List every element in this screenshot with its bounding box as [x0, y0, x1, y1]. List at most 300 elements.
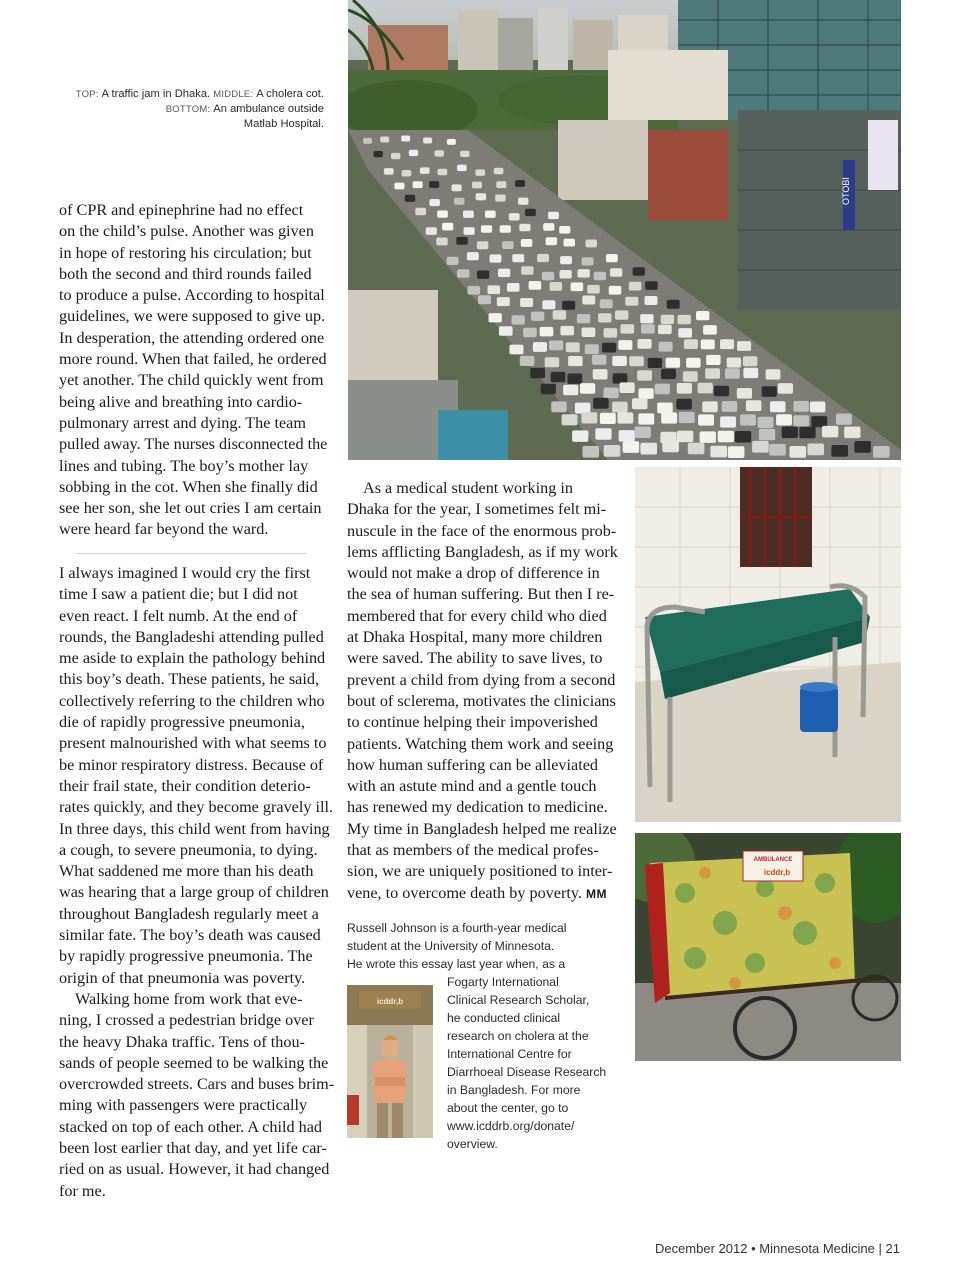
car: [550, 282, 563, 291]
car: [612, 402, 628, 413]
car: [476, 193, 487, 200]
car: [426, 227, 437, 235]
car: [468, 286, 481, 295]
car: [402, 170, 412, 177]
car: [617, 412, 633, 423]
car: [677, 383, 692, 394]
car: [447, 257, 459, 265]
bio-line: He wrote this essay last year when, as a: [347, 957, 566, 971]
car: [807, 444, 824, 456]
car: [720, 339, 734, 349]
car: [720, 416, 736, 427]
car: [606, 254, 618, 262]
body-text-line: prevent a child from dying from a second: [347, 670, 616, 689]
car: [612, 356, 627, 366]
body-text-line: pulled away. The nurses disconnected the: [59, 435, 328, 454]
bio-line: student at the University of Minnesota.: [347, 939, 555, 953]
car: [633, 267, 645, 276]
car: [437, 210, 448, 217]
car: [520, 298, 533, 307]
car: [769, 444, 786, 456]
car: [737, 388, 752, 399]
car: [523, 328, 537, 338]
body-text-middle: [347, 478, 619, 905]
car: [676, 399, 692, 410]
car: [684, 339, 698, 349]
car: [706, 355, 721, 365]
car: [521, 239, 533, 247]
car: [604, 388, 619, 399]
car: [442, 223, 453, 231]
body-text-line: more round. When that failed, he ordered: [59, 350, 327, 369]
car: [582, 296, 595, 305]
car: [698, 414, 714, 425]
car: [586, 240, 598, 248]
car: [567, 374, 582, 384]
body-text-line: even react. I felt numb. At the end of: [59, 606, 298, 625]
bio-line: research on cholera at the: [447, 1029, 589, 1043]
caption-bottom-text: An ambulance outside: [213, 103, 324, 115]
car: [485, 211, 496, 218]
car: [600, 299, 613, 308]
body-text-line: pulmonary arrest and dying. The team: [59, 413, 306, 432]
body-text-left-top: [59, 200, 331, 541]
footer-date: December 2012: [654, 1241, 748, 1256]
body-text-line: was hearing that a large group of children: [59, 883, 329, 902]
body-text-line: As a medical student working in: [363, 479, 573, 497]
cholera-cot-photo: [635, 467, 901, 822]
car: [500, 225, 511, 233]
bio-line: in Bangladesh. For more: [447, 1083, 581, 1097]
car: [363, 138, 372, 144]
car: [562, 301, 575, 310]
car: [710, 446, 727, 458]
car: [509, 213, 520, 220]
caption-line-1: [70, 87, 324, 102]
car: [542, 272, 554, 281]
car: [551, 372, 566, 382]
caption-line-2: [70, 102, 324, 117]
car: [405, 195, 416, 202]
body-text-line: yet another. The child quickly went from: [59, 371, 324, 390]
car: [587, 285, 600, 294]
car: [463, 211, 474, 218]
bio-line: www.icddrb.org/donate/: [447, 1119, 575, 1133]
cholera-cot-illustration: [635, 467, 901, 822]
car: [498, 269, 510, 278]
car: [655, 384, 670, 395]
car: [735, 431, 751, 443]
bio-line: overview.: [447, 1137, 498, 1151]
car: [703, 325, 717, 335]
car: [793, 401, 809, 412]
car: [478, 295, 491, 304]
bio-line: about the center, go to: [447, 1101, 569, 1115]
car: [583, 446, 600, 458]
car: [620, 324, 634, 334]
photo-caption: [70, 87, 324, 131]
car: [604, 328, 618, 338]
body-text-line: My time in Bangladesh helped me realize: [347, 819, 617, 838]
body-text-line: membered that for every child who died: [347, 606, 607, 625]
body-text-line: for me.: [59, 1181, 106, 1200]
body-text-left-bottom: [59, 563, 335, 1202]
body-text-line: In desperation, the attending ordered one: [59, 328, 325, 347]
car: [572, 430, 588, 442]
body-text-line: been lost earlier that day, and yet life car-: [59, 1139, 327, 1158]
car: [645, 296, 658, 305]
car: [530, 368, 545, 378]
car: [464, 227, 475, 235]
car: [683, 371, 698, 381]
car: [678, 315, 691, 324]
car: [873, 446, 890, 458]
body-text-line: What saddened me more than his death: [59, 862, 314, 881]
bio-line: International Centre for: [447, 1047, 572, 1061]
car: [460, 151, 469, 157]
car: [629, 356, 644, 366]
car: [489, 313, 502, 322]
car: [560, 326, 574, 336]
footer-separator: |: [878, 1241, 882, 1256]
body-text-line: I always imagined I would cry the first: [59, 564, 311, 582]
car: [541, 384, 556, 395]
car: [551, 401, 567, 412]
car: [477, 270, 489, 279]
car: [758, 417, 774, 428]
car: [391, 153, 400, 159]
car: [638, 413, 654, 424]
bio-line: Russell Johnson is a fourth-year medical: [347, 921, 567, 935]
body-text-line: ming with passengers were practically: [59, 1096, 308, 1115]
car: [494, 168, 504, 175]
body-text-line: sands of people seemed to be walking the: [59, 1053, 329, 1072]
car: [436, 238, 448, 246]
car: [457, 165, 467, 172]
body-text-line: in hope of restoring his circulation; but: [59, 243, 312, 262]
traffic-jam-photo: [348, 0, 901, 460]
traffic-jam-illustration: [348, 0, 901, 460]
car: [519, 224, 530, 232]
car: [776, 414, 792, 425]
car: [762, 386, 777, 397]
car: [598, 313, 611, 322]
car: [582, 328, 596, 338]
car: [457, 269, 469, 278]
car: [746, 400, 762, 411]
car: [593, 398, 609, 409]
car: [585, 344, 599, 354]
car: [618, 340, 632, 350]
body-text-line: by rapidly progressive pneumonia. The: [59, 947, 313, 966]
car: [725, 368, 740, 378]
car: [549, 341, 563, 351]
car: [822, 426, 838, 438]
car: [667, 300, 680, 309]
ambulance-logo-text: icddr,b: [763, 868, 791, 877]
car: [521, 266, 533, 275]
body-text-line: the sea of human suffering. But then I re-: [347, 585, 615, 604]
body-text-line: has renewed my dedication to medicine.: [347, 798, 608, 817]
car: [415, 208, 426, 215]
footer-publication: Minnesota Medicine: [759, 1241, 875, 1256]
body-text-line: stacked on top of each other. A child had: [59, 1117, 322, 1136]
car: [714, 386, 729, 397]
car: [509, 345, 523, 355]
body-text-line: that as members of the medical profes-: [347, 841, 599, 860]
body-text-line: be minor respiratory distress. Because of: [59, 755, 324, 774]
car: [782, 427, 798, 439]
car: [610, 268, 622, 277]
body-text-line: die of rapidly progressive pneumonia,: [59, 713, 305, 732]
car: [423, 138, 432, 144]
car: [661, 369, 676, 379]
car: [560, 256, 572, 264]
car: [799, 427, 815, 439]
car: [620, 382, 635, 393]
body-text-line: [347, 883, 619, 905]
car: [844, 427, 860, 439]
page-footer: [655, 1241, 900, 1256]
car: [740, 414, 756, 425]
car: [394, 183, 404, 190]
body-text-line: both the second and third rounds failed: [59, 264, 312, 283]
car: [700, 431, 716, 443]
car: [533, 342, 547, 352]
car: [409, 150, 418, 156]
car: [560, 270, 572, 279]
car: [728, 446, 745, 458]
body-text-line: were saved. The ability to save lives, to: [347, 649, 603, 668]
car: [678, 328, 692, 338]
caption-line-3: Matlab Hospital.: [243, 118, 324, 130]
car: [497, 297, 510, 306]
body-text-line: being alive and breathing into cardio-: [59, 392, 303, 411]
body-text-line: a cough, to severe pneumonia, to dying.: [59, 840, 318, 859]
car: [563, 385, 578, 396]
car: [702, 401, 718, 412]
car: [638, 339, 652, 349]
car: [696, 311, 709, 320]
car: [727, 358, 742, 368]
car: [467, 252, 479, 260]
car: [677, 431, 693, 443]
car: [770, 401, 786, 412]
car: [657, 403, 673, 414]
body-text-line: bout of sclerema, motivates the clinicians: [347, 691, 616, 710]
car: [629, 282, 642, 291]
bio-line: he conducted clinical: [447, 1011, 561, 1025]
body-text-line-text: vene, to overcome death by poverty.: [347, 883, 582, 902]
car: [413, 181, 423, 188]
building-sign-text: OTOBI: [841, 177, 851, 205]
caption-label-bottom: BOTTOM:: [165, 104, 211, 115]
car: [743, 356, 758, 366]
car: [490, 254, 502, 262]
car: [540, 327, 554, 337]
car: [752, 441, 769, 453]
car: [429, 181, 439, 188]
body-text-line: origin of that pneumonia was poverty.: [59, 968, 306, 987]
car: [531, 312, 544, 321]
car: [701, 340, 715, 350]
car: [666, 358, 681, 368]
body-text-line: In three days, this child went from having: [59, 819, 330, 838]
car: [488, 285, 501, 294]
body-text-line: this boy’s death. These patients, he said,: [59, 670, 320, 689]
car: [705, 368, 720, 378]
car: [568, 356, 583, 366]
car: [566, 342, 580, 352]
body-text-line: collectively referring to the children who: [59, 691, 325, 710]
car: [420, 167, 430, 174]
car: [854, 441, 871, 453]
caption-label-middle: MIDDLE:: [213, 89, 254, 100]
car: [766, 369, 781, 379]
ambulance-illustration: [635, 833, 901, 1061]
car: [507, 283, 520, 292]
car: [438, 169, 448, 176]
car: [475, 169, 485, 176]
car: [593, 369, 608, 379]
body-text-line: Walking home from work that eve-: [75, 989, 303, 1008]
body-text-line: on the child’s pulse. Another was given: [59, 222, 314, 241]
car: [737, 341, 751, 351]
car: [543, 223, 554, 231]
car: [688, 443, 705, 455]
car: [515, 180, 525, 187]
car: [641, 324, 655, 334]
bio-line: Diarrhoeal Disease Research: [447, 1065, 607, 1079]
car: [548, 212, 559, 219]
car: [520, 356, 535, 366]
car: [429, 199, 440, 206]
car: [679, 412, 695, 423]
body-text-line: throughout Bangladesh regularly meet a: [59, 904, 319, 923]
car: [525, 209, 536, 216]
body-text-line: present malnourished with what seems to: [59, 734, 327, 753]
body-text-line: the heavy Dhaka traffic. Tens of thou-: [59, 1032, 305, 1051]
car: [452, 184, 462, 191]
body-text-line: me aside to explain the pathology behind: [59, 649, 326, 668]
car: [592, 355, 607, 365]
car: [502, 241, 513, 249]
car: [686, 358, 701, 368]
body-text-line: ning, I crossed a pedestrian bridge over: [59, 1011, 314, 1030]
body-text-line: similar fate. The boy’s death was caused: [59, 926, 321, 945]
car: [619, 430, 635, 442]
car: [537, 254, 549, 262]
car: [454, 198, 465, 205]
car: [615, 310, 628, 319]
body-text-line: ried on as usual. However, it had changed: [59, 1160, 330, 1179]
car: [380, 137, 389, 143]
car: [640, 314, 653, 323]
body-text-line: time I saw a patient die; but I did not: [59, 585, 298, 604]
body-text-line: overcrowded streets. Cars and buses brim-: [59, 1075, 335, 1094]
body-text-line: would not make a drop of difference in: [347, 564, 600, 583]
car: [582, 257, 594, 265]
car: [632, 398, 648, 409]
car: [564, 239, 576, 247]
car: [595, 428, 611, 440]
body-text-line: at Dhaka Hospital, many more children: [347, 628, 603, 647]
car: [648, 358, 663, 368]
car: [512, 254, 524, 262]
caption-top-text: A traffic jam in Dhaka.: [101, 88, 211, 100]
car: [698, 383, 713, 394]
body-text-line: patients. Watching them work and seeing: [347, 734, 614, 753]
car: [659, 342, 673, 352]
car: [600, 413, 616, 424]
car: [759, 429, 775, 441]
car: [495, 195, 506, 202]
ambulance-photo: [635, 833, 901, 1061]
car: [639, 388, 654, 399]
body-text-line: to continue helping their impoverished: [347, 713, 598, 732]
car: [559, 226, 570, 234]
car: [722, 401, 738, 412]
car: [542, 300, 555, 309]
car: [718, 431, 734, 443]
body-text-line: to produce a pulse. According to hospital: [59, 286, 325, 305]
caption-label-top: TOP:: [75, 89, 99, 100]
body-text-line: Dhaka for the year, I sometimes felt mi-: [347, 500, 607, 519]
car: [384, 168, 394, 175]
car: [811, 416, 827, 427]
car: [562, 414, 578, 425]
body-text-line: rounds, the Bangladeshi attending pulled: [59, 627, 324, 646]
bio-line: Clinical Research Scholar,: [447, 993, 590, 1007]
body-text-line: with an astute mind and a gentle touch: [347, 777, 597, 796]
car: [836, 414, 852, 425]
body-text-line: guidelines, we were supposed to give up.: [59, 307, 326, 326]
body-text-line: sion, we are uniquely positioned to inter-: [347, 862, 613, 881]
car: [529, 281, 542, 290]
section-divider: [76, 553, 306, 554]
car: [578, 269, 590, 278]
car: [374, 151, 383, 157]
car: [477, 241, 489, 249]
car: [518, 198, 529, 205]
car: [658, 325, 672, 335]
page-number: 21: [885, 1241, 900, 1256]
body-text-line: lems afflicting Bangladesh, as if my work: [347, 542, 618, 561]
car: [831, 445, 848, 457]
body-text-line: were heard far beyond the ward.: [59, 520, 269, 539]
car: [625, 297, 638, 306]
car: [609, 286, 622, 295]
car: [640, 443, 657, 455]
ambulance-sign-text: AMBULANCE: [753, 857, 793, 863]
car: [810, 402, 826, 413]
car: [778, 383, 793, 394]
body-text-line: of CPR and epinephrine had no effect: [59, 201, 304, 219]
body-text-line: lines and tubing. The boy’s mother lay: [59, 456, 309, 475]
car: [447, 139, 456, 145]
car: [545, 357, 560, 367]
body-text-line: how human suffering can be alleviated: [347, 755, 598, 774]
body-text-line: see her son, she let out cries I am certain: [59, 499, 322, 518]
car: [546, 237, 558, 245]
body-text-line: nuscule in the face of the enormous prob-: [347, 521, 617, 540]
bio-line: Fogarty International: [447, 975, 559, 989]
car: [456, 237, 468, 245]
car: [594, 272, 606, 281]
car: [512, 315, 525, 324]
author-sign-text: icddr,b: [376, 997, 404, 1006]
author-bio: [347, 919, 617, 1153]
